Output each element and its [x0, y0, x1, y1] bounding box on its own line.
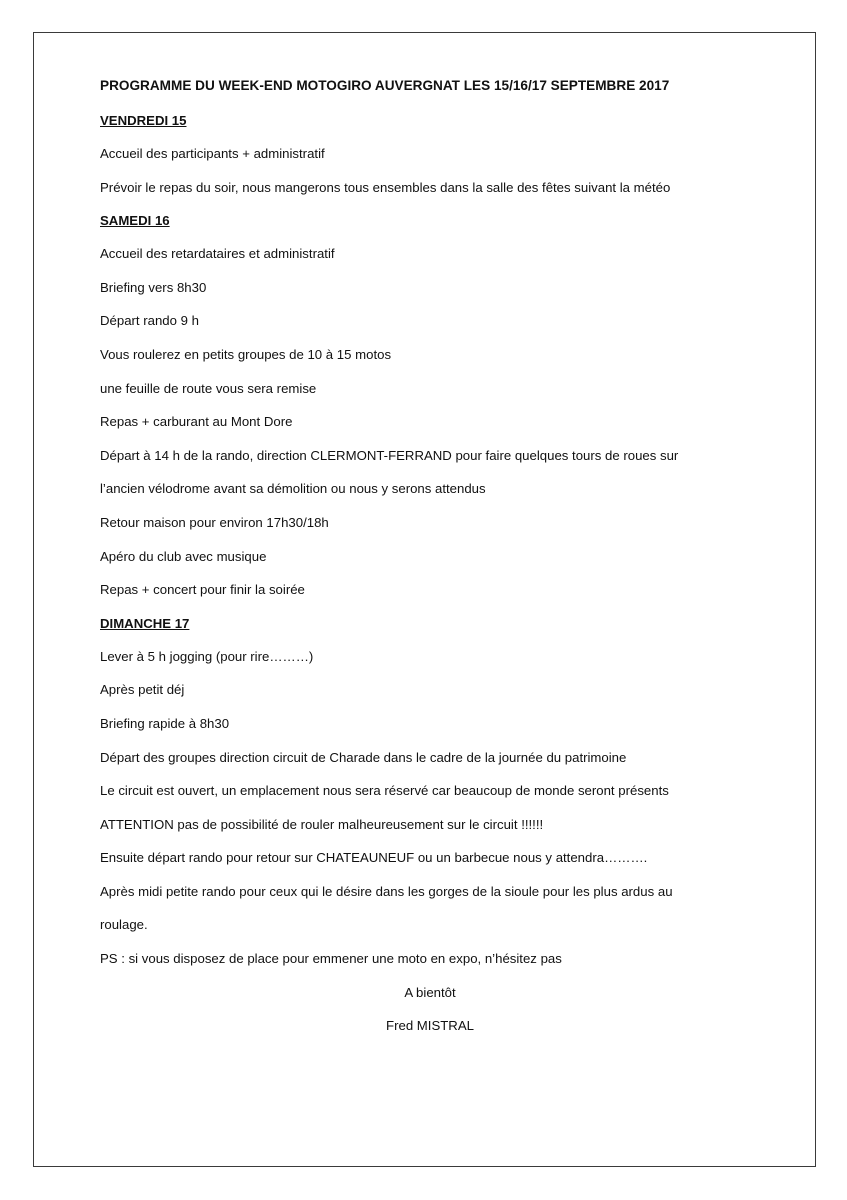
heading-sunday: DIMANCHE 17: [100, 615, 190, 631]
sunday-line: Le circuit est ouvert, un emplacement nous sera réservé car beaucoup de monde seront présents: [100, 783, 669, 799]
friday-line: Prévoir le repas du soir, nous mangerons tous ensembles dans la salle des fêtes suivant la météo: [100, 179, 671, 195]
sunday-line: Après petit déj: [100, 682, 185, 698]
sunday-line: Lever à 5 h jogging (pour rire………): [100, 648, 314, 664]
friday-line: Accueil des participants + administratif: [100, 146, 325, 161]
sunday-line: ATTENTION pas de possibilité de rouler malheureusement sur le circuit !!!!!!: [100, 816, 544, 832]
sunday-line: Briefing rapide à 8h30: [100, 715, 230, 731]
document-body: [100, 78, 760, 1052]
saturday-line: Repas + concert pour finir la soirée: [100, 582, 305, 598]
saturday-line: Repas + carburant au Mont Dore: [100, 414, 293, 430]
sunday-line: Après midi petite rando pour ceux qui le désire dans les gorges de la sioule pour les plus ardus au: [100, 883, 673, 899]
heading-saturday: SAMEDI 16: [100, 213, 170, 229]
signature: Fred MISTRAL: [386, 1018, 474, 1034]
saturday-line: Apéro du club avec musique: [100, 548, 267, 564]
heading-friday: VENDREDI 15: [100, 113, 187, 128]
saturday-line: Briefing vers 8h30: [100, 279, 207, 295]
closing-line: A bientôt: [404, 984, 456, 1000]
saturday-line: Retour maison pour environ 17h30/18h: [100, 514, 329, 530]
sunday-line: Départ des groupes direction circuit de Charade dans le cadre de la journée du patrimoine: [100, 749, 627, 765]
saturday-line: Départ rando 9 h: [100, 313, 199, 329]
saturday-line: Accueil des retardataires et administratif: [100, 246, 335, 262]
sunday-line: PS : si vous disposez de place pour emmener une moto en expo, n’hésitez pas: [100, 951, 562, 967]
saturday-line: Départ à 14 h de la rando, direction CLERMONT-FERRAND pour faire quelques tours de roues sur: [100, 447, 679, 463]
sunday-line: Ensuite départ rando pour retour sur CHATEAUNEUF ou un barbecue nous y attendra……….: [100, 850, 648, 866]
document-title: PROGRAMME DU WEEK-END MOTOGIRO AUVERGNAT LES 15/16/17 SEPTEMBRE 2017: [100, 78, 670, 93]
sunday-line: roulage.: [100, 917, 148, 933]
saturday-line: Vous roulerez en petits groupes de 10 à 15 motos: [100, 346, 392, 362]
saturday-line: une feuille de route vous sera remise: [100, 380, 317, 396]
saturday-line: l’ancien vélodrome avant sa démolition ou nous y serons attendus: [100, 481, 486, 497]
